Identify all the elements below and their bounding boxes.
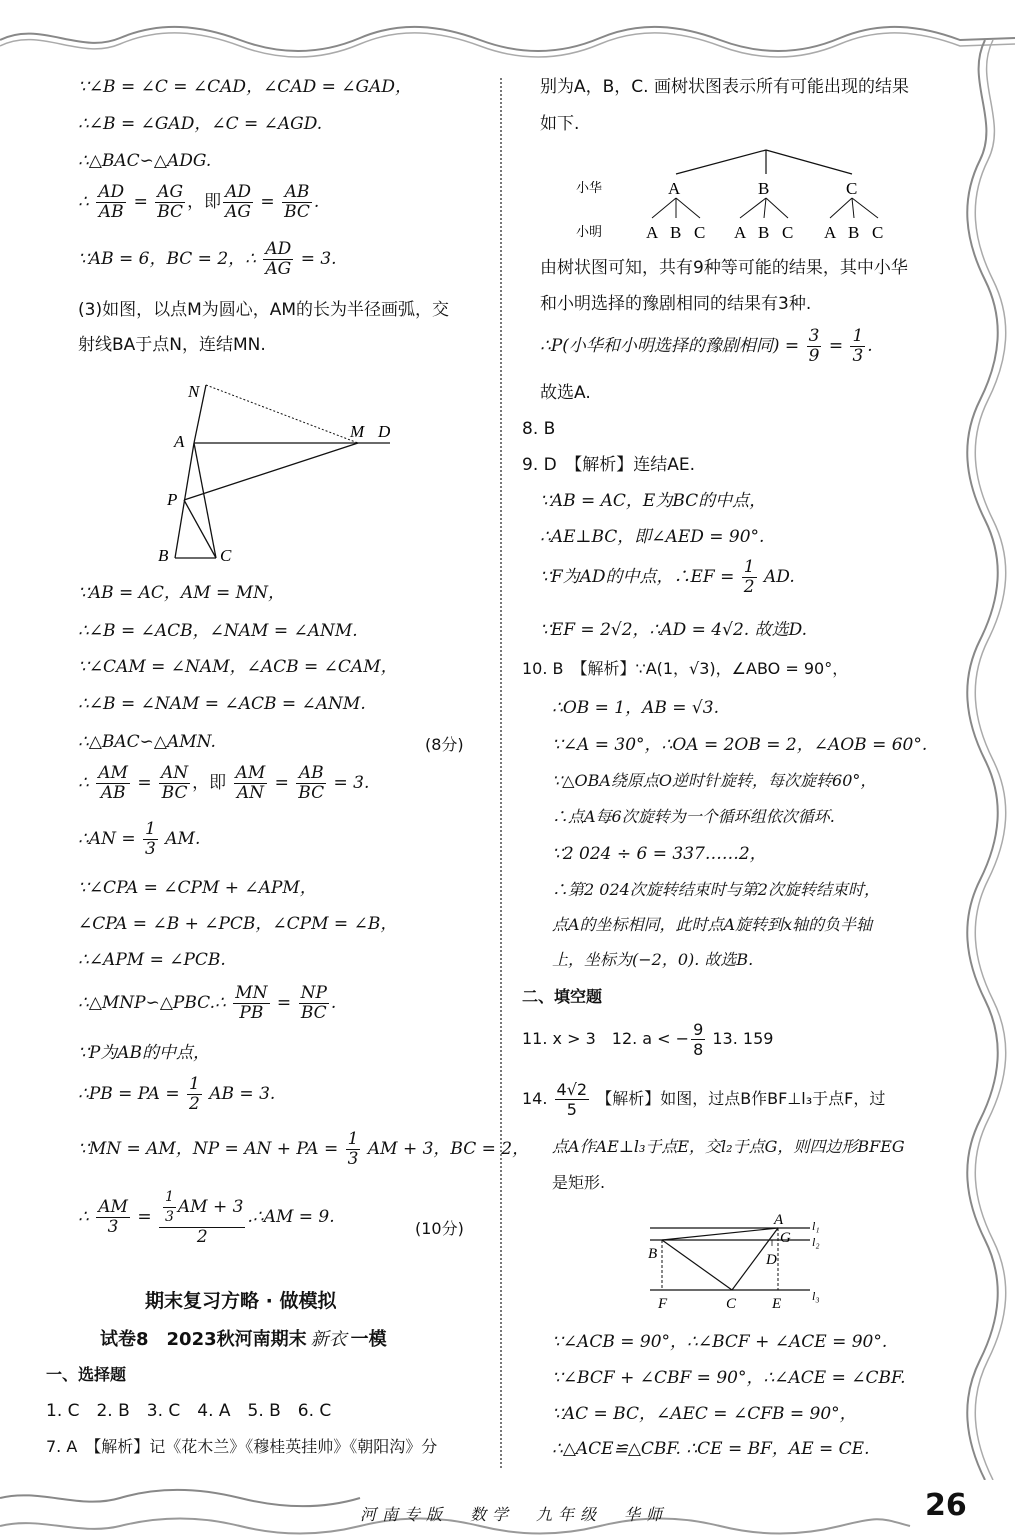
fig1-label-a: A (174, 432, 185, 451)
fig1-label-p: P (167, 490, 178, 509)
score-8: (8分) (425, 735, 464, 754)
proof-line-2: ∴∠B = ∠GAD，∠C = ∠AGD. (78, 114, 323, 134)
column-divider (500, 78, 502, 1468)
tree-leaf: C (782, 223, 794, 242)
proof-line-18: ∴PB = PA = $\frac{1}{2}$ AB = 3. (78, 1074, 276, 1114)
tree-leaf: A (646, 223, 659, 242)
fig2-label-d: D (766, 1252, 777, 1268)
r-line-12: ∵∠A = 30°，∴OA = 2OB = 2，∠AOB = 60°. (552, 735, 928, 755)
proof-line-9: ∴∠B = ∠NAM = ∠ACB = ∠ANM. (78, 694, 366, 714)
r-line-17: 点A的坐标相同，此时点A旋转到x轴的负半轴 (552, 915, 873, 934)
proof-line-4: ∴ $\frac{AD}{AB}$ = $\frac{AG}{BC}$ ，即 $\frac{AD}{AG}$ = $\frac{AB}{BC}$ . (78, 182, 320, 222)
r-line-11: ∴OB = 1，AB = √3. (552, 698, 719, 718)
mc-answers: 1. C 2. B 3. C 4. A 5. B 6. C (46, 1401, 332, 1421)
fig2-label-f: F (658, 1296, 668, 1312)
proof-line-13: ∵∠CPA = ∠CPM + ∠APM， (78, 878, 317, 898)
fig1-label-d: D (378, 422, 391, 441)
tree-row2-label: 小明 (576, 225, 603, 240)
proof-line-12: ∴AN = $\frac{1}{3}$ AM. (78, 819, 201, 859)
fill-header: 二、填空题 (522, 987, 603, 1006)
question-7: 7. A 【解析】记《花木兰》《穆桂英挂帅》《朝阳沟》分 (46, 1437, 438, 1456)
question-9: 9. D 【解析】连结AE. (522, 455, 695, 475)
tree-leaf: B (758, 223, 770, 242)
tree-top-b: B (758, 179, 770, 198)
proof-line-19: ∵MN = AM，NP = AN + PA = $\frac{1}{3}$ AM + 3，BC = 2， (78, 1129, 530, 1169)
fig1-label-c: C (220, 546, 232, 565)
r-probability-line: ∴P(小华和小明选择的豫剧相同) = $\frac{3}{9}$ = $\frac{1}{3}$ . (540, 326, 873, 366)
proof-line-8: ∵∠CAM = ∠NAM，∠ACB = ∠CAM， (78, 657, 398, 677)
r-line-18: 上，坐标为(−2，0). 故选B. (552, 950, 754, 969)
proof-line-7: ∴∠B = ∠ACB，∠NAM = ∠ANM. (78, 621, 358, 641)
tree-leaf: A (824, 223, 837, 242)
proof-line-16: ∴△MNP∽△PBC.∴ $\frac{MN}{PB}$ = $\frac{NP}{BC}$ . (78, 983, 337, 1023)
tree-leaf: B (848, 223, 860, 242)
r-line-3: 由树状图可知，共有9种等可能的结果，其中小华 (540, 258, 908, 278)
r-line-22: ∵∠BCF + ∠CBF = 90°，∴∠ACE = ∠CBF. (552, 1368, 906, 1388)
section-title: 期末复习方略 · 做模拟 (145, 1290, 337, 1312)
proof-line-20: ∴ $\frac{AM}{3}$ = $\frac{1}{3}$ AM + 3 2 .∴AM = 9. (78, 1189, 335, 1247)
proof-line-14: ∠CPA = ∠B + ∠PCB，∠CPM = ∠B， (78, 914, 398, 934)
proof-line-1: ∵∠B = ∠C = ∠CAD，∠CAD = ∠GAD， (78, 77, 413, 97)
questions-11-13: 11. x > 3 12. a < − $\frac{9}{8}$ 13. 159 (522, 1020, 774, 1059)
top-wave-border (0, 0, 1015, 60)
tree-row1-label: 小华 (576, 181, 603, 196)
part3-line-2: 射线BA于点N，连结MN. (78, 335, 266, 355)
score-10: (10分) (415, 1219, 464, 1238)
r-line-15: ∵2 024 ÷ 6 = 337……2， (552, 844, 767, 864)
fig2-label-a: A (774, 1212, 784, 1228)
fig2-label-g: G (780, 1230, 791, 1246)
r-line-7: ∵AB = AC，E为BC的中点， (540, 491, 767, 511)
proof-line-15: ∴∠APM = ∠PCB. (78, 950, 226, 970)
question-8: 8. B (522, 419, 556, 439)
proof-line-6: ∵AB = AC，AM = MN， (78, 583, 285, 603)
tree-diagram (570, 148, 910, 243)
page-number: 26 (925, 1488, 967, 1523)
tree-leaf: C (872, 223, 884, 242)
fig1-label-n: N (188, 382, 200, 401)
tree-leaf: C (694, 223, 706, 242)
tree-top-c: C (846, 179, 858, 198)
r-line-20: 是矩形. (552, 1173, 606, 1192)
r-line-23: ∵AC = BC，∠AEC = ∠CFB = 90°， (552, 1404, 857, 1424)
r-line-2: 如下. (540, 114, 580, 134)
proof-line-17: ∵P为AB的中点， (78, 1043, 211, 1063)
right-wave-border (955, 40, 1015, 1480)
fig2-label-l2: l₂ (812, 1235, 820, 1249)
tree-leaf: A (734, 223, 747, 242)
tree-top-a: A (668, 179, 681, 198)
r-line-19: 点A作AE⊥l₃于点E，交l₂于点G，则四边形BFEG (552, 1137, 905, 1156)
r-line-13: ∵△OBA绕原点O逆时针旋转，每次旋转60°， (552, 771, 877, 790)
r-line-24: ∴△ACE≌△CBF. ∴CE = BF，AE = CE. (552, 1439, 870, 1459)
proof-line-3: ∴△BAC∽△ADG. (78, 151, 212, 171)
fig1-label-m: M (350, 422, 365, 441)
tree-leaf: B (670, 223, 682, 242)
r-line-4: 和小明选择的豫剧相同的结果有3种. (540, 294, 812, 314)
paper-logo: 新衣 (310, 1329, 347, 1350)
r-line-14: ∴点A每6次旋转为一个循环组依次循环. (552, 807, 835, 826)
r-line-9: ∵F为AD的中点，∴EF = $\frac{1}{2}$ AD. (540, 557, 795, 597)
fig2-label-c: C (726, 1296, 737, 1312)
fig2-label-e: E (772, 1296, 782, 1312)
r-line-6: 故选A. (540, 383, 591, 403)
geometry-figure-1 (150, 375, 410, 570)
mc-header: 一、选择题 (46, 1365, 127, 1384)
fig1-label-b: B (158, 546, 169, 565)
paper-title: 试卷8 2023秋河南期末 新衣 一模 (100, 1329, 387, 1350)
proof-line-11: ∴ $\frac{AM}{AB}$ = $\frac{AN}{BC}$ ，即 $\frac{AM}{AN}$ = $\frac{AB}{BC}$ = 3. (78, 763, 370, 803)
part3-line-1: (3)如图，以点M为圆心，AM的长为半径画弧，交 (78, 300, 450, 320)
proof-line-5: ∵AB = 6，BC = 2，∴ $\frac{AD}{AG}$ = 3. (78, 239, 337, 279)
fig2-label-l3: l₃ (812, 1289, 820, 1303)
geometry-figure-2 (640, 1208, 830, 1313)
fig2-label-l1: l₁ (812, 1219, 820, 1233)
proof-line-10: ∴△BAC∽△AMN. (78, 732, 216, 752)
r-line-16: ∴第2 024次旋转结束时与第2次旋转结束时， (552, 880, 880, 899)
question-14: 14. $\frac{4√2}{5}$ 【解析】如图，过点B作BF⊥l₃于点F，过 (522, 1080, 886, 1119)
question-10: 10. B 【解析】∵A(1，√3)，∠ABO = 90°， (522, 659, 849, 678)
r-line-1: 别为A，B，C. 画树状图表示所有可能出现的结果 (540, 77, 909, 97)
r-line-8: ∴AE⊥BC，即∠AED = 90°. (540, 527, 765, 547)
page-footer: 河南专版 数学 九年级 华师 (360, 1505, 669, 1524)
fig2-label-b: B (648, 1246, 658, 1262)
r-line-21: ∵∠ACB = 90°，∴∠BCF + ∠ACE = 90°. (552, 1332, 888, 1352)
r-line-10: ∵EF = 2√2，∴AD = 4√2. 故选D. (540, 620, 808, 640)
